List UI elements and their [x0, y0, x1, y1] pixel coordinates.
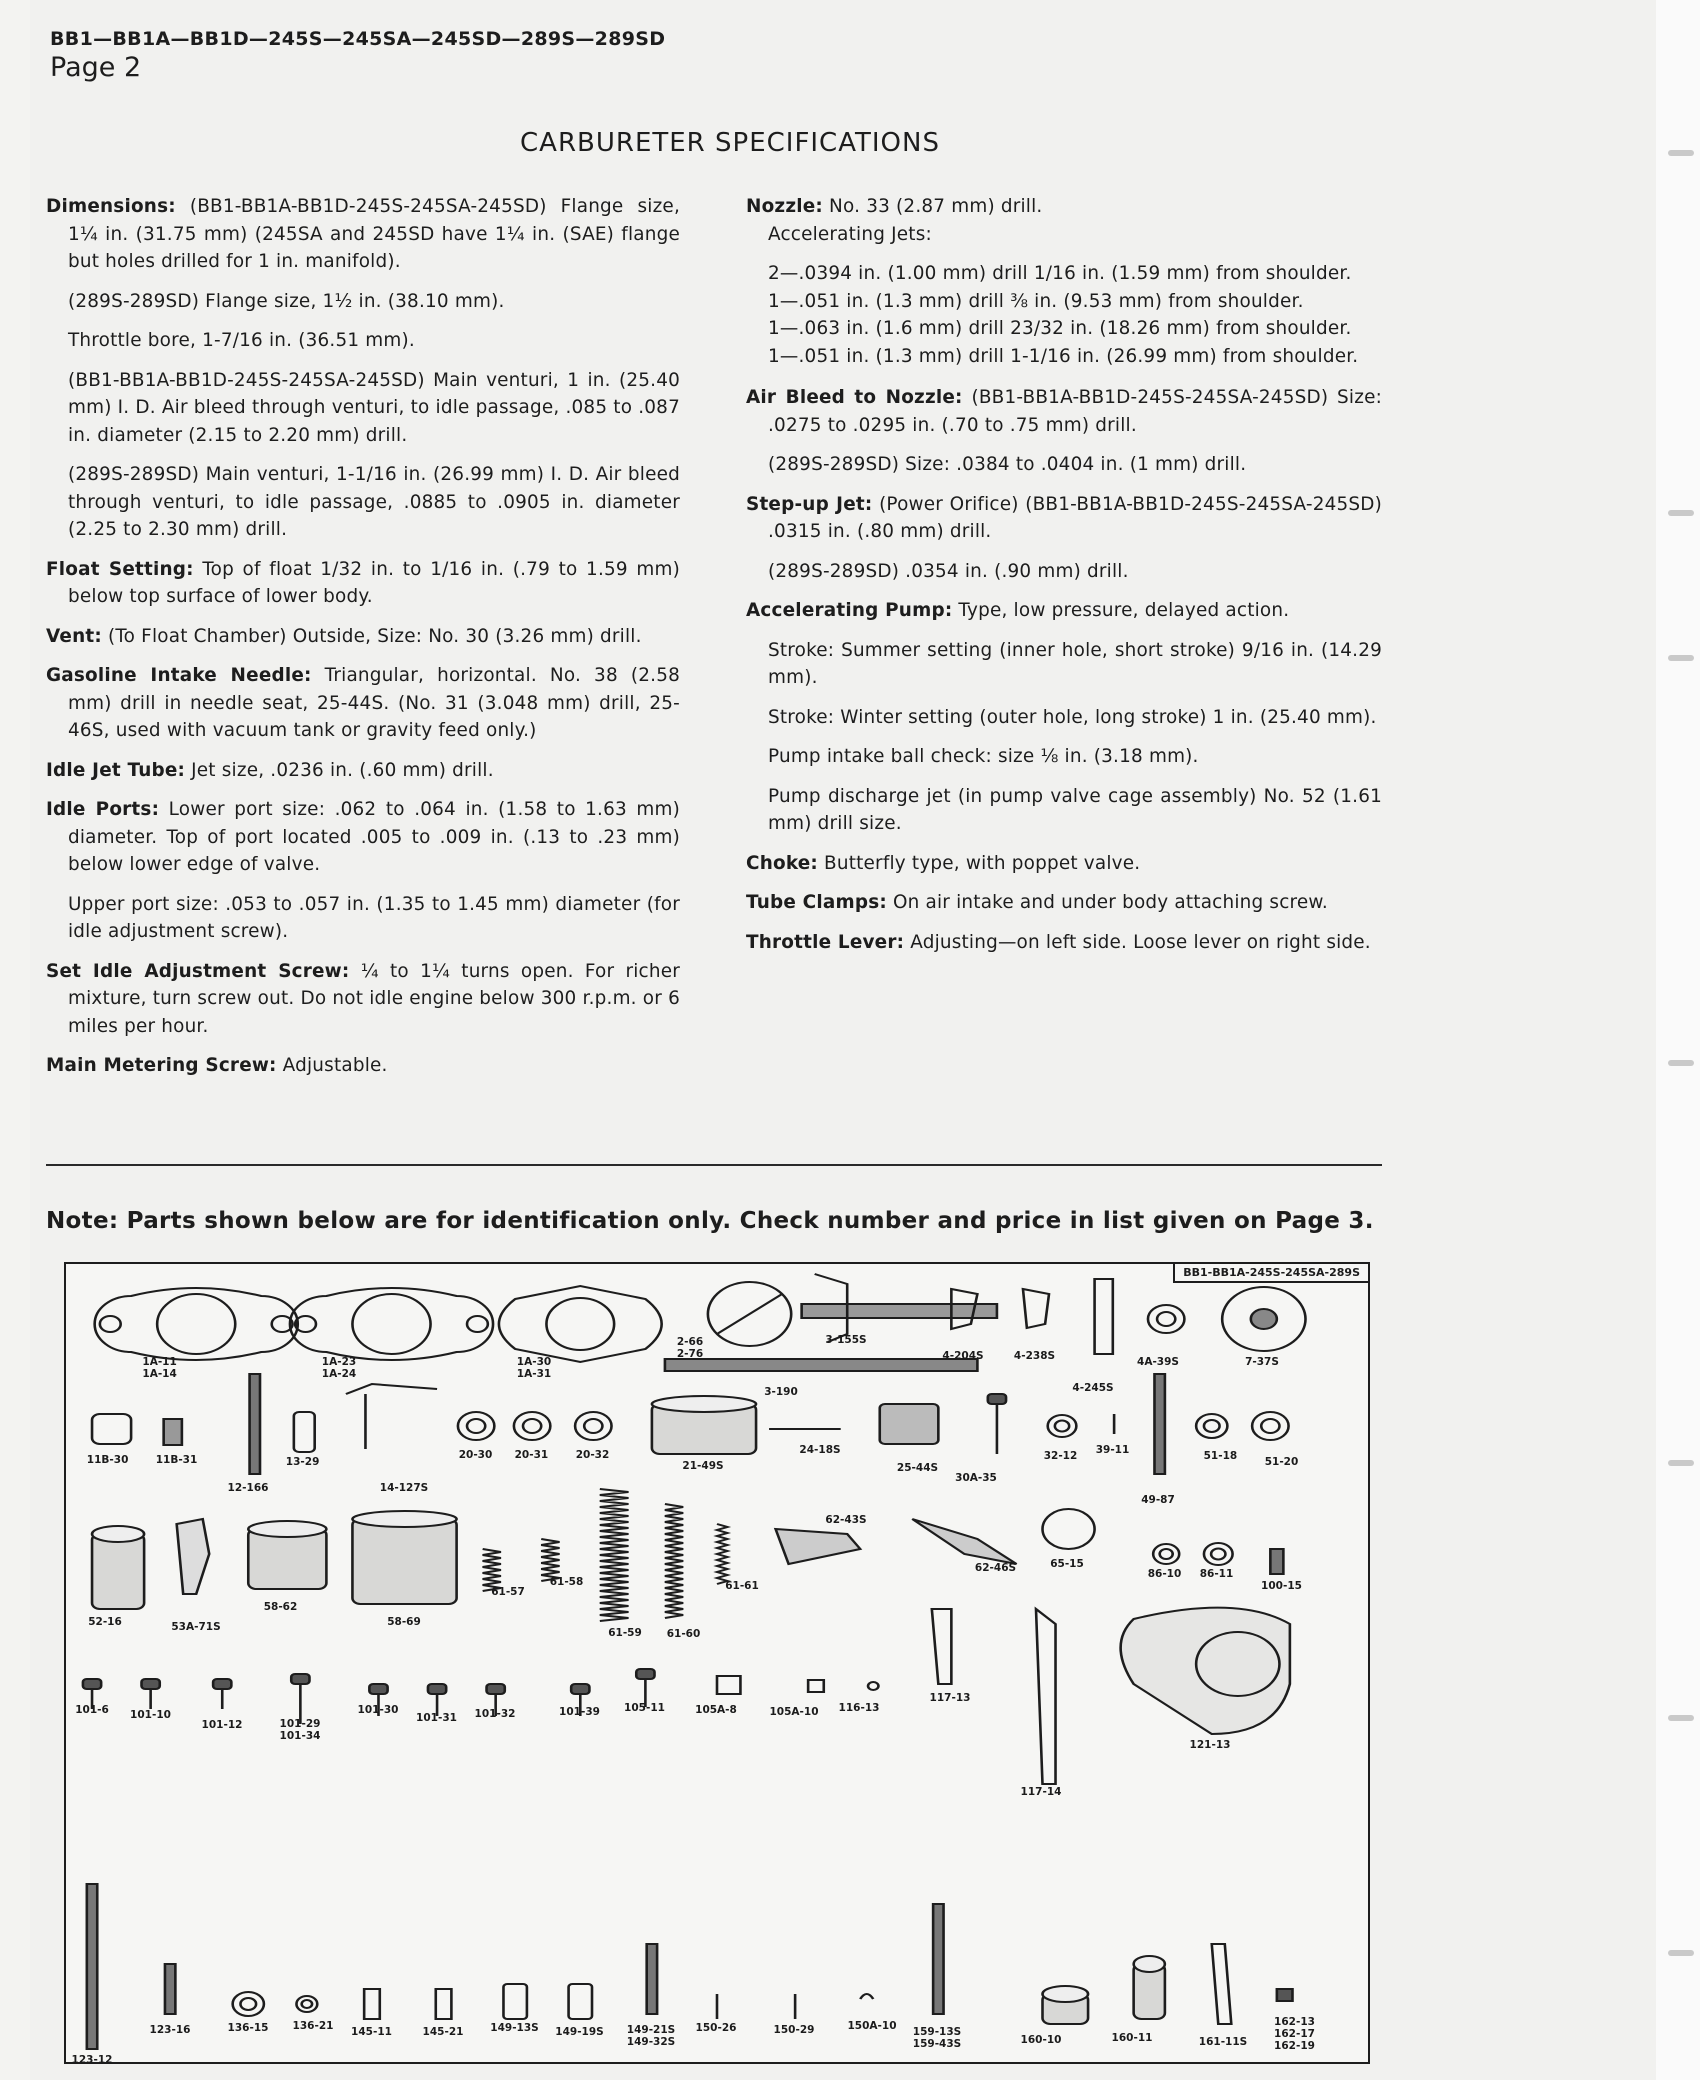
spec-intake-needle: Gasoline Intake Needle: Triangular, horizontal. No. 38 (2.58 mm) drill in needle seat, 25-44S. (No. 31 (3.048 mm) drill, 25-46S, used with vacuum tank or gravity feed only.): [46, 665, 680, 741]
valve-icon: [1212, 1944, 1232, 2024]
link-icon: [346, 1384, 437, 1449]
shaft-icon: [665, 1359, 977, 1371]
spec-float-setting: Float Setting: Top of float 1/32 in. to 1/16 in. (.79 to 1.59 mm) below top surface of lower body.: [46, 558, 681, 607]
part-number-label: 162-13 162-17 162-19: [1274, 2016, 1315, 2052]
plate-icon: [717, 1676, 740, 1694]
pump-arm-icon: [912, 1519, 1016, 1564]
screw-head-icon: [213, 1679, 231, 1689]
washer-icon: [1148, 1305, 1184, 1333]
bolt-hole-icon: [467, 1316, 488, 1332]
part-number-label: 101-39: [559, 1706, 600, 1718]
washer-hole-icon: [584, 1419, 602, 1433]
washer-icon: [1153, 1544, 1179, 1564]
bushing-icon: [364, 1989, 380, 2019]
part-number-label: 116-13: [838, 1702, 880, 1714]
part-number-label: 39-11: [1095, 1444, 1130, 1456]
part-number-label: 51-20: [1264, 1456, 1299, 1468]
gasket-icon: [290, 1288, 493, 1360]
spec-stepup-289: (289S-289SD) .0354 in. (.90 mm) drill.: [768, 560, 1129, 582]
parts-illustration: [64, 1262, 1370, 2064]
spring-icon: [600, 1489, 629, 1621]
part-number-label: 136-21: [292, 2020, 334, 2032]
spec-accelerating-pump: Accelerating Pump: Type, low pressure, delayed action.: [746, 600, 1290, 621]
part-number-label: 62-46S: [974, 1562, 1017, 1574]
gasket-bore-icon: [157, 1294, 235, 1354]
screw-head-icon: [291, 1674, 309, 1684]
binder-tab: [1668, 1715, 1694, 1721]
cylinder-top-icon: [652, 1396, 756, 1412]
list-item: 1—.051 in. (1.3 mm) drill ⅜ in. (9.53 mm) from shoulder.: [768, 290, 1304, 312]
spec-main-metering: Main Metering Screw: Adjustable.: [46, 1055, 388, 1076]
rod-icon: [933, 1904, 943, 2014]
washer-hole-icon: [302, 2000, 312, 2008]
screw-head-icon: [988, 1394, 1006, 1404]
washer-hole-icon: [1211, 1549, 1225, 1560]
page-title: CARBURETER SPECIFICATIONS: [520, 128, 940, 158]
part-number-label: 30A-35: [955, 1472, 997, 1484]
spec-main-venturi: (BB1-BB1A-BB1D-245S-245SA-245SD) Main venturi, 1 in. (25.40 mm) I. D. Air bleed through venturi, to idle passage, .085 to .087 in. diameter (2.15 to 2.20 mm) drill.: [68, 369, 680, 446]
spec-pump-discharge: Pump discharge jet (in pump valve cage assembly) No. 52 (1.61 mm) drill size.: [768, 785, 1382, 834]
washer-icon: [233, 1992, 264, 2016]
part-number-label: 3-155S: [825, 1334, 867, 1346]
cylinder-icon: [352, 1519, 456, 1604]
part-number-label: 101-6: [75, 1704, 109, 1716]
part-number-label: 100-15: [1261, 1580, 1302, 1592]
part-number-label: 161-11S: [1198, 2036, 1248, 2048]
part-number-label: 149-21S 149-32S: [626, 2024, 676, 2048]
spec-idle-ports: Idle Ports: Lower port size: .062 to .064 in. (1.58 to 1.63 mm) diameter. Top of port located .005 to .009 in. (.13 to .23 mm) below lower edge of valve.: [46, 799, 681, 875]
part-number-label: 11B-30: [86, 1454, 129, 1466]
part-number-label: 21-49S: [682, 1460, 724, 1472]
part-number-label: 61-61: [725, 1580, 759, 1592]
screw-head-icon: [487, 1684, 505, 1694]
spring-icon: [717, 1524, 727, 1584]
spec-idle-upper-port: Upper port size: .053 to .057 in. (1.35 to 1.45 mm) diameter (for idle adjustment screw).: [68, 893, 680, 942]
rod-icon: [87, 1884, 97, 2049]
part-number-label: 160-10: [1020, 2034, 1062, 2046]
washer-hole-icon: [523, 1419, 541, 1433]
plate-icon: [808, 1680, 824, 1692]
spec-nozzle: Nozzle: No. 33 (2.87 mm) drill.: [746, 196, 1043, 217]
pump-link-icon: [776, 1529, 861, 1564]
part-number-label: 14-127S: [379, 1482, 429, 1494]
list-item: 2—.0394 in. (1.00 mm) drill 1/16 in. (1.59 mm) from shoulder.: [768, 263, 1352, 284]
washer-hole-icon: [1204, 1420, 1220, 1432]
washer-hole-icon: [240, 1998, 256, 2010]
part-number-label: 105A-10: [769, 1706, 819, 1718]
washer-hole-icon: [1157, 1312, 1175, 1326]
part-number-label: 49-87: [1141, 1494, 1175, 1506]
plug-icon: [1277, 1989, 1293, 2001]
plug-icon: [164, 1419, 182, 1445]
part-number-label: 62-43S: [825, 1514, 867, 1526]
rod-icon: [250, 1374, 260, 1474]
part-number-label: 101-31: [416, 1712, 457, 1724]
cylinder-top-icon: [248, 1521, 326, 1537]
part-number-label: 149-19S: [555, 2026, 604, 2038]
screw-head-icon: [428, 1684, 446, 1694]
part-number-label: 101-10: [130, 1709, 171, 1721]
part-number-label: 145-21: [422, 2026, 464, 2038]
spec-dimensions-289: (289S-289SD) Flange size, 1½ in. (38.10 mm).: [68, 290, 505, 312]
washer-icon: [296, 1996, 317, 2012]
cylinder-top-icon: [352, 1511, 456, 1527]
gasket-bore-icon: [352, 1294, 430, 1354]
accelerating-jets-list: [746, 260, 1382, 370]
part-number-label: 20-30: [458, 1449, 493, 1461]
spec-air-bleed-289: (289S-289SD) Size: .0384 to .0404 in. (1 mm) drill.: [768, 454, 1247, 475]
part-number-label: 1A-23 1A-24: [321, 1356, 357, 1380]
spec-pump-summer: Stroke: Summer setting (inner hole, short stroke) 9/16 in. (14.29 mm).: [768, 639, 1382, 688]
part-number-label: 1A-11 1A-14: [142, 1356, 177, 1380]
spec-accelerating-jets-title: Accelerating Jets:: [768, 223, 932, 245]
list-item: 1—.063 in. (1.6 mm) drill 23/32 in. (18.26 mm) from shoulder.: [768, 318, 1352, 339]
washer-icon: [1196, 1414, 1227, 1438]
left-column: [46, 193, 680, 1092]
part-number-label: 105A-8: [695, 1704, 737, 1716]
spec-dimensions: Dimensions: (BB1-BB1A-BB1D-245S-245SA-245SD) Flange size, 1¼ in. (31.75 mm) (245SA and 245SD have 1¼ in. (SAE) flange but holes drilled for 1 in. manifold).: [46, 196, 680, 272]
part-number-label: 11B-31: [155, 1454, 198, 1466]
part-number-label: 25-44S: [896, 1462, 939, 1474]
bowl-gasket-icon: [1121, 1608, 1290, 1734]
cam-icon: [1043, 1509, 1095, 1549]
part-number-label: 101-29 101-34: [279, 1718, 321, 1742]
spring-icon: [665, 1504, 683, 1618]
spring-icon: [541, 1539, 559, 1581]
throttle-valve-line-icon: [717, 1294, 782, 1334]
plug-icon: [92, 1414, 131, 1444]
bracket-icon: [177, 1519, 210, 1594]
spec-throttle-bore: Throttle bore, 1-7/16 in. (36.51 mm).: [68, 330, 415, 351]
washer-icon: [575, 1412, 611, 1440]
part-number-label: 123-16: [149, 2024, 191, 2036]
right-column: [746, 193, 1382, 968]
washer-hole-icon: [1055, 1421, 1069, 1432]
part-number-label: 150-26: [695, 2022, 737, 2034]
lever-arm-icon: [1095, 1279, 1113, 1354]
rod-icon: [165, 1964, 175, 2014]
screw-head-icon: [636, 1669, 654, 1679]
washer-icon: [458, 1412, 494, 1440]
part-number-label: 61-57: [491, 1586, 525, 1598]
part-number-label: 123-12: [71, 2054, 113, 2066]
model-series-header: BB1—BB1A—BB1D—245S—245SA—245SD—289S—289SD: [50, 28, 666, 50]
rod-icon: [647, 1944, 657, 2014]
part-number-label: 53A-71S: [171, 1621, 221, 1633]
page-edge: [1656, 0, 1700, 2080]
section-divider: [46, 1164, 1382, 1166]
spec-vent: Vent: (To Float Chamber) Outside, Size: No. 30 (3.26 mm) drill.: [46, 625, 642, 647]
spec-stepup-jet: Step-up Jet: (Power Orifice) (BB1-BB1A-BB1D-245S-245SA-245SD) .0315 in. (.80 mm) drill.: [746, 493, 1383, 542]
spec-main-venturi-289: (289S-289SD) Main venturi, 1-1/16 in. (26.99 mm) I. D. Air bleed through venturi, to idle passage, .0885 to .0905 in. diameter (2.25 to 2.30 mm) drill.: [68, 464, 680, 540]
rod-icon: [1154, 1374, 1164, 1474]
washer-hole-icon: [467, 1419, 485, 1433]
spec-air-bleed: Air Bleed to Nozzle: (BB1-BB1A-BB1D-245S-245SA-245SD) Size: .0275 to .0295 in. (.70 to .75 mm) drill.: [746, 387, 1382, 436]
part-number-label: 32-12: [1043, 1450, 1078, 1462]
binder-tab: [1668, 510, 1694, 516]
part-number-label: 150-29: [773, 2024, 815, 2036]
spring-icon: [483, 1549, 501, 1591]
throttle-shaft-icon: [802, 1304, 997, 1318]
cylinder-icon: [92, 1534, 144, 1609]
screw-head-icon: [369, 1684, 387, 1694]
part-number-label: 58-62: [263, 1601, 298, 1613]
part-number-label: 160-11: [1111, 2032, 1153, 2044]
spec-choke: Choke: Butterfly type, with poppet valve.: [746, 852, 1141, 874]
lever-icon: [1023, 1289, 1049, 1328]
ball-icon: [868, 1682, 878, 1690]
part-number-label: 65-15: [1050, 1558, 1084, 1570]
bolt-hole-icon: [100, 1316, 121, 1332]
part-number-label: 4-204S: [942, 1350, 984, 1362]
parts-note: Note: Parts shown below are for identification only. Check number and price in list given on Page 3.: [46, 1208, 1374, 1234]
part-number-label: 4-245S: [1072, 1382, 1114, 1394]
part-number-label: 117-13: [929, 1692, 971, 1704]
part-number-label: 86-11: [1199, 1568, 1234, 1580]
nozzle-icon: [503, 1984, 526, 2019]
washer-icon: [1252, 1412, 1288, 1440]
pin-icon: [1270, 1549, 1283, 1574]
part-number-label: 61-59: [608, 1627, 642, 1639]
part-number-label: 52-16: [88, 1616, 122, 1628]
washer-icon: [1204, 1543, 1233, 1565]
part-number-label: 4A-39S: [1137, 1356, 1179, 1368]
part-number-label: 159-13S 159-43S: [912, 2026, 962, 2050]
diaphragm-center-icon: [1251, 1309, 1277, 1329]
screw-head-icon: [571, 1684, 589, 1694]
part-number-label: 3-190: [764, 1386, 798, 1398]
binder-tab: [1668, 655, 1694, 661]
gasket-icon: [95, 1288, 298, 1360]
part-number-label: 20-31: [514, 1449, 549, 1461]
part-number-label: 51-18: [1203, 1450, 1238, 1462]
part-number-label: 101-12: [201, 1719, 243, 1731]
gasket-bore-icon: [546, 1298, 614, 1350]
part-number-label: 86-10: [1147, 1568, 1182, 1580]
part-number-label: 145-11: [351, 2026, 392, 2038]
part-number-label: 105-11: [624, 1702, 665, 1714]
rod-icon: [932, 1609, 952, 1684]
part-number-label: 24-18S: [799, 1444, 841, 1456]
washer-icon: [514, 1412, 550, 1440]
part-number-label: 20-32: [575, 1449, 610, 1461]
spec-throttle-lever: Throttle Lever: Adjusting—on left side. Loose lever on right side.: [746, 931, 1371, 953]
spec-pump-intake: Pump intake ball check: size ⅛ in. (3.18 mm).: [768, 746, 1199, 767]
pin-icon: [294, 1412, 315, 1452]
cylinder-top-icon: [1134, 1956, 1165, 1972]
part-number-label: 101-32: [474, 1708, 516, 1720]
part-number-label: 2-66 2-76: [676, 1336, 704, 1360]
binder-tab: [1668, 150, 1694, 156]
part-number-label: 150A-10: [847, 2020, 897, 2032]
screw-head-icon: [83, 1679, 101, 1689]
spec-pump-winter: Stroke: Winter setting (outer hole, long stroke) 1 in. (25.40 mm).: [768, 706, 1377, 728]
cylinder-top-icon: [92, 1526, 144, 1542]
parts-model-tag: BB1-BB1A-245S-245SA-289S: [1173, 1264, 1368, 1283]
parts-drawing: [66, 1264, 1368, 2062]
part-number-label: 13-29: [285, 1456, 320, 1468]
binder-tab: [1668, 1950, 1694, 1956]
list-item: 1—.051 in. (1.3 mm) drill 1-1/16 in. (26.99 mm) from shoulder.: [768, 345, 1359, 367]
part-number-label: 58-69: [387, 1616, 421, 1628]
nozzle-icon: [569, 1984, 592, 2019]
part-number-label: 61-58: [549, 1576, 584, 1588]
part-number-label: 12-166: [227, 1482, 269, 1494]
binder-tab: [1668, 1460, 1694, 1466]
cylinder-top-icon: [1043, 1986, 1089, 2002]
washer-icon: [1048, 1415, 1077, 1437]
clip-icon: [860, 1994, 873, 1999]
spec-idle-jet-tube: Idle Jet Tube: Jet size, .0236 in. (.60 mm) drill.: [46, 759, 494, 781]
binder-tab: [1668, 1060, 1694, 1066]
part-number-label: 136-15: [227, 2022, 269, 2034]
part-number-label: 61-60: [666, 1628, 701, 1640]
part-number-label: 149-13S: [490, 2022, 539, 2034]
part-number-label: 4-238S: [1013, 1350, 1056, 1362]
part-number-label: 117-14: [1020, 1786, 1062, 1798]
bushing-icon: [436, 1989, 452, 2019]
spec-idle-adjustment: Set Idle Adjustment Screw: ¼ to 1¼ turns open. For richer mixture, turn screw out. Do not idle engine below 300 r.p.m. or 6 miles per hour.: [46, 960, 680, 1037]
part-number-label: 101-30: [357, 1704, 399, 1716]
washer-hole-icon: [1261, 1419, 1279, 1433]
needle-seat-icon: [880, 1404, 939, 1444]
page-number: Page 2: [50, 52, 142, 83]
washer-hole-icon: [1160, 1549, 1173, 1559]
lever-rod-icon: [1036, 1609, 1056, 1784]
part-number-label: 121-13: [1189, 1739, 1231, 1751]
part-number-label: 1A-30 1A-31: [516, 1356, 552, 1380]
spec-tube-clamps: Tube Clamps: On air intake and under body attaching screw.: [746, 892, 1328, 913]
screw-head-icon: [142, 1679, 160, 1689]
part-number-label: 7-37S: [1245, 1356, 1279, 1368]
